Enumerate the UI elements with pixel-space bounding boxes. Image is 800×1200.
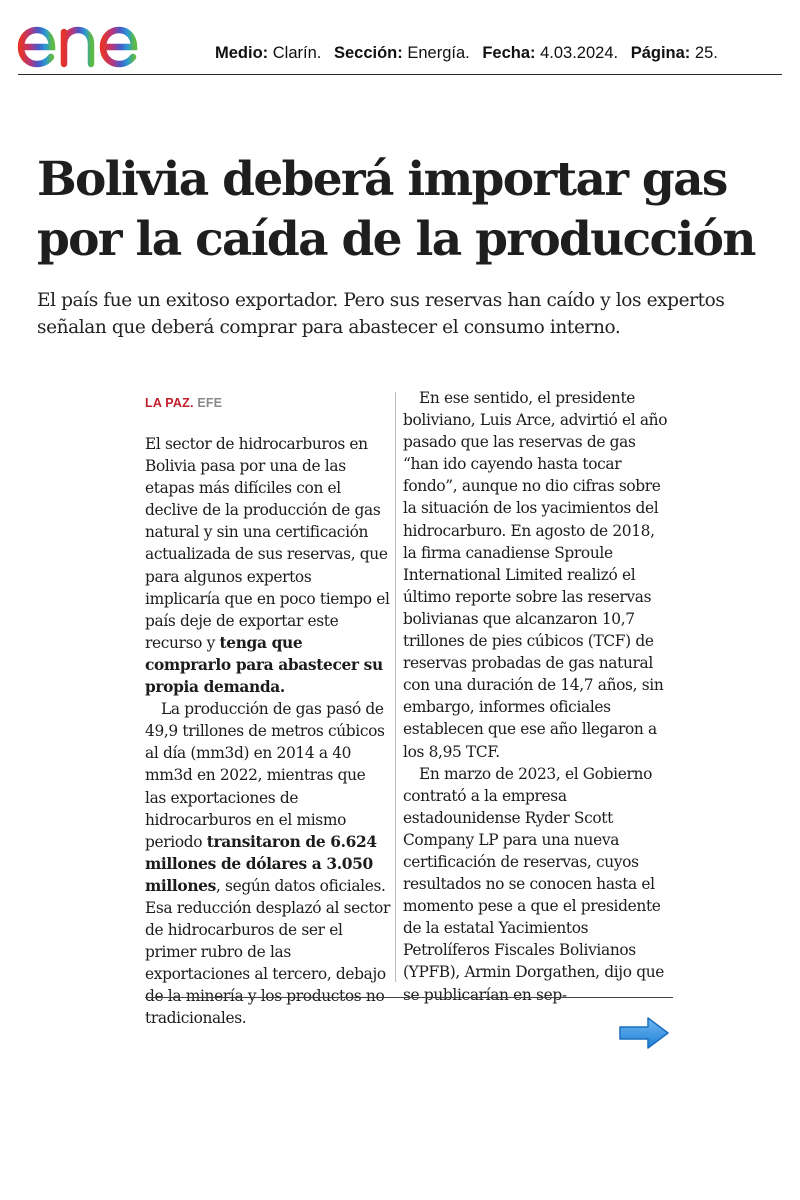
- article-column-left: [145, 433, 390, 1030]
- fecha-value: 4.03.2024.: [540, 44, 619, 62]
- source-info: [215, 44, 718, 63]
- subhead-line-1: El país fue un exitoso exportador. Pero sus reservas han caído y los expertos: [37, 290, 725, 311]
- paragraph-2: [145, 698, 390, 1029]
- dateline-city: LA PAZ.: [145, 396, 194, 410]
- pagina-value: 25.: [694, 44, 718, 62]
- fecha-label: Fecha:: [482, 44, 536, 62]
- medio-label: Medio:: [215, 44, 269, 62]
- seccion-label: Sección:: [333, 44, 403, 62]
- dateline: [145, 396, 222, 410]
- subhead-line-2: señalan que deberá comprar para abastecer el consumo interno.: [37, 317, 621, 338]
- column-divider: [395, 392, 396, 982]
- article-column-right: [403, 387, 671, 1006]
- article-headline: [37, 150, 777, 270]
- paragraph-3: En ese sentido, el presidente boliviano, Luis Arce, advirtió el año pasado que las reservas de gas “han ido cayendo hasta tocar fondo”, aunque no dio cifras sobre la situación de los yacimientos del hidrocarburo. En agosto de 2018, la firma canadiense Sproule International Limited realizó el último reporte sobre las reservas bolivianas que alcanzaron 10,7 trillones de pies cúbicos (TCF) de reservas probadas de gas natural con una duración de 14,7 años, sin embargo, informes oficiales establecen que ese año llegaron a los 8,95 TCF.: [403, 389, 668, 761]
- article-subhead: [37, 287, 787, 341]
- paragraph-4: En marzo de 2023, el Gobierno contrató a la empresa estadounidense Ryder Scott Company LP para una nueva certificación de reservas, cuyos resultados no se conocen hasta el momento pese a que el presidente de la estatal Yacimientos Petrolíferos Fiscales Bolivianos (YPFB), Armin Dorgathen, dijo que se publicarían en sep-: [403, 764, 665, 1004]
- paragraph-1: [145, 433, 390, 698]
- arrow-right-icon[interactable]: [618, 1016, 670, 1050]
- paragraph-2-highlight: transitaron de 6.624 millones de dólares a 3.050 millones: [145, 832, 377, 895]
- seccion-value: Energía.: [407, 44, 470, 62]
- pagina-label: Página:: [630, 44, 691, 62]
- paragraph-1-highlight: tenga que comprarlo para abastecer su propia demanda.: [145, 633, 383, 697]
- medio-value: Clarín.: [272, 44, 322, 62]
- article-bottom-rule: [145, 997, 673, 998]
- paragraph-1-text: El sector de hidrocarburos en Bolivia pasa por una de las etapas más difíciles con el declive de la producción de gas natural y sin una certificación actualizada de sus reservas, que para algunos expertos implicaría que en poco tiempo el país deje de exportar este recurso y: [145, 435, 390, 652]
- paragraph-2-text-end: , según datos oficiales. Esa reducción desplazó al sector de hidrocarburos de ser el primer rubro de las exportaciones al tercero, debajo de la minería y los productos no tradicionales.: [145, 876, 390, 1028]
- headline-line-2: por la caída de la producción: [37, 212, 755, 267]
- header-divider: [18, 74, 782, 75]
- dateline-agency: EFE: [197, 396, 223, 410]
- paragraph-2-text: La producción de gas pasó de 49,9 trillones de metros cúbicos al día (mm3d) en 2014 a 40 mm3d en 2022, mientras que las exportaciones de hidrocarburos en el mismo periodo: [145, 700, 385, 851]
- enel-logo: [16, 10, 178, 70]
- headline-line-1: Bolivia deberá importar gas: [37, 152, 727, 207]
